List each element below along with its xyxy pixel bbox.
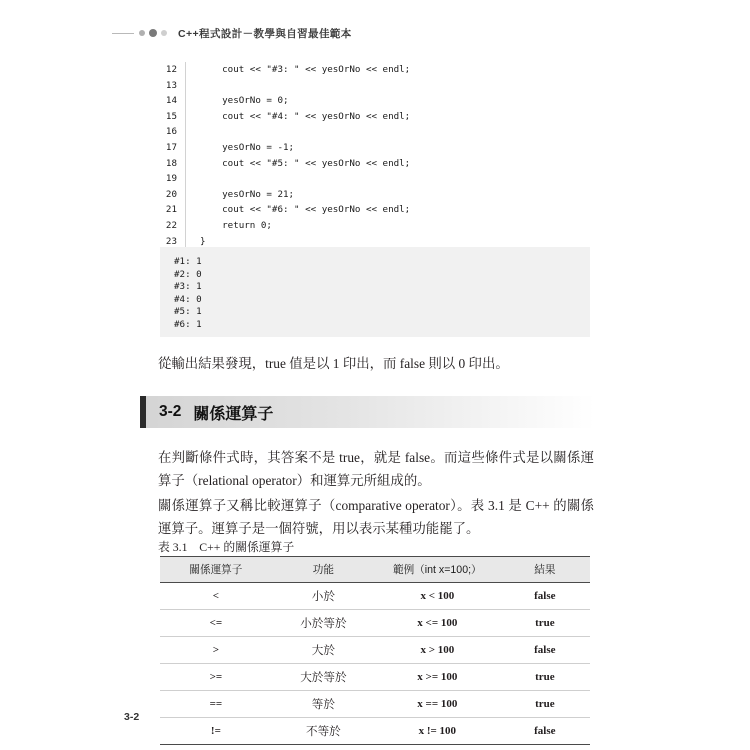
column-header-result: 結果 <box>500 557 590 583</box>
console-output-block <box>160 247 590 337</box>
cell-result: false <box>500 583 590 610</box>
code-line <box>160 140 590 156</box>
page-number-footer: 3-2 <box>124 711 140 723</box>
table-row <box>160 691 590 718</box>
code-listing <box>160 62 590 249</box>
code-line-number: 20 <box>160 187 186 203</box>
code-line-number: 12 <box>160 62 186 78</box>
section-accent-bar <box>140 396 146 428</box>
code-line-text: yesOrNo = 21; <box>200 188 295 200</box>
table-row <box>160 610 590 637</box>
table-caption: 表 3.1 C++ 的關係運算子 <box>158 540 295 554</box>
cell-example: x == 100 <box>375 691 500 718</box>
console-output-line: #2: 0 <box>174 268 202 280</box>
console-output-line: #3: 1 <box>174 281 202 293</box>
cell-example: x != 100 <box>375 718 500 745</box>
header-rule <box>112 33 134 34</box>
code-line <box>160 202 590 218</box>
body-paragraph-2: 關係運算子又稱比較運算子（comparative operator）。表 3.1 是 C++ 的關係運算子。運算子是一個符號，用以表示某種功能罷了。 <box>158 498 594 536</box>
code-line-number: 18 <box>160 156 186 172</box>
running-header <box>112 24 352 42</box>
code-line <box>160 93 590 109</box>
cell-operator: <= <box>160 610 272 637</box>
code-line-number: 19 <box>160 171 186 187</box>
cell-result: true <box>500 610 590 637</box>
cell-example: x < 100 <box>375 583 500 610</box>
paragraph-after-output: 從輸出結果發現，true 值是以 1 印出，而 false 則以 0 印出。 <box>158 356 509 371</box>
code-line-number: 23 <box>160 234 186 250</box>
section-number: 3-2 <box>159 403 182 420</box>
cell-function: 大於等於 <box>272 664 375 691</box>
code-line-text: cout << "#5: " << yesOrNo << endl; <box>200 157 411 169</box>
cell-example: x > 100 <box>375 637 500 664</box>
code-line-text: cout << "#3: " << yesOrNo << endl; <box>200 64 411 75</box>
code-line-text: yesOrNo = -1; <box>200 141 295 153</box>
column-header-operator: 關係運算子 <box>160 557 272 583</box>
table-row <box>160 664 590 691</box>
column-header-function: 功能 <box>272 557 375 583</box>
header-dot-pale-icon <box>161 30 167 36</box>
table-header-row <box>160 557 590 583</box>
table-row <box>160 583 590 610</box>
header-dot-light-icon <box>139 30 145 36</box>
code-line-text: return 0; <box>200 219 272 231</box>
cell-result: false <box>500 637 590 664</box>
body-paragraph-1: 在判斷條件式時，其答案不是 true，就是 false。而這些條件式是以關係運算子（relational operator）和運算元所組成的。 <box>158 450 594 488</box>
code-line <box>160 109 590 125</box>
console-output-line: #5: 1 <box>174 306 202 318</box>
code-line <box>160 124 590 140</box>
code-line-text: } <box>200 235 206 247</box>
cell-operator: > <box>160 637 272 664</box>
cell-function: 小於 <box>272 583 375 610</box>
console-output-line: #4: 0 <box>174 293 202 305</box>
code-line-number: 16 <box>160 124 186 140</box>
code-line <box>160 171 590 187</box>
console-output-line: #6: 1 <box>174 318 202 330</box>
code-line-text: cout << "#4: " << yesOrNo << endl; <box>200 110 411 122</box>
cell-function: 不等於 <box>272 718 375 745</box>
code-line-number: 21 <box>160 202 186 218</box>
code-line-number: 17 <box>160 140 186 156</box>
cell-result: true <box>500 664 590 691</box>
column-header-example: 範例（int x=100;） <box>375 557 500 583</box>
code-line-number: 14 <box>160 93 186 109</box>
code-line <box>160 218 590 234</box>
cell-operator: == <box>160 691 272 718</box>
cell-operator: < <box>160 583 272 610</box>
cell-function: 大於 <box>272 637 375 664</box>
book-title: C++程式設計－教學與自習最佳範本 <box>178 27 352 40</box>
cell-operator: >= <box>160 664 272 691</box>
section-title: 關係運算子 <box>193 405 274 423</box>
code-line-text: yesOrNo = 0; <box>200 95 289 107</box>
header-dot-dark-icon <box>149 29 157 37</box>
code-line <box>160 156 590 172</box>
relational-operator-table <box>160 556 590 745</box>
cell-function: 等於 <box>272 691 375 718</box>
code-line-number: 15 <box>160 109 186 125</box>
code-line <box>160 187 590 203</box>
code-line-number: 22 <box>160 218 186 234</box>
cell-example: x <= 100 <box>375 610 500 637</box>
code-line <box>160 78 590 94</box>
cell-function: 小於等於 <box>272 610 375 637</box>
table-row <box>160 637 590 664</box>
section-heading <box>140 396 595 428</box>
code-line-number: 13 <box>160 78 186 94</box>
cell-example: x >= 100 <box>375 664 500 691</box>
cell-result: false <box>500 718 590 745</box>
cell-result: true <box>500 691 590 718</box>
code-line <box>160 62 590 78</box>
code-line-text: cout << "#6: " << yesOrNo << endl; <box>200 204 411 216</box>
table-row <box>160 718 590 745</box>
console-output-line: #1: 1 <box>174 256 202 267</box>
cell-operator: != <box>160 718 272 745</box>
